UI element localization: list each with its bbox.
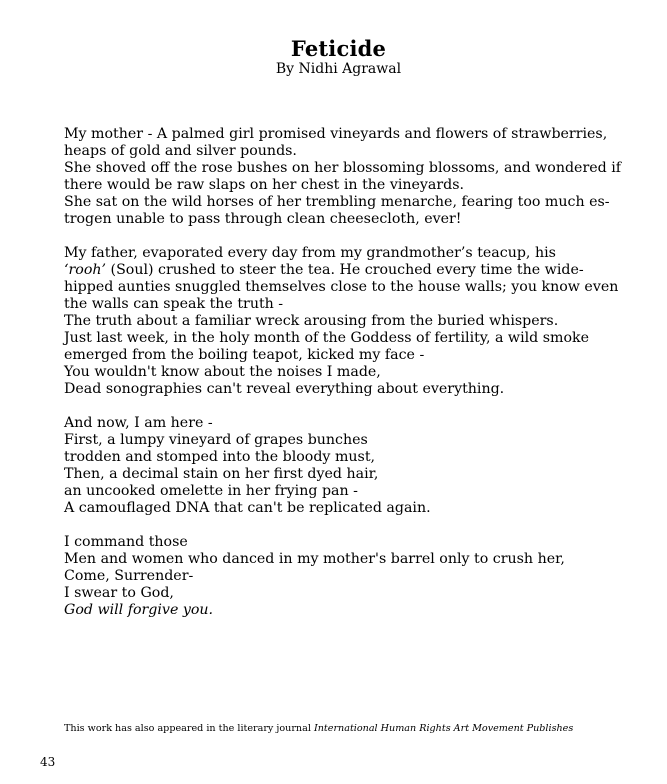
poem-body [64,126,624,636]
poem-line: Just last week, in the holy month of the Goddess of fertility, a wild smoke [64,330,590,346]
poem-line: trogen unable to pass through clean cheesecloth, ever! [64,211,462,227]
poem-line-final: God will forgive you. [64,602,214,618]
poem-line: heaps of gold and silver pounds. [64,143,297,159]
poem-line [64,262,624,279]
poem-line: Men and women who danced in my mother's barrel only to crush her, [64,551,565,567]
stanza-2 [64,245,624,398]
poem-title: Feticide [290,36,387,61]
poem-line: My mother - A palmed girl promised vineyards and flowers of strawberries, [64,126,608,142]
poem-line: The truth about a familiar wreck arousing from the buried whispers. [64,313,559,329]
poem-line: She sat on the wild horses of her trembling menarche, fearing too much es- [64,194,610,210]
stanza-3 [64,415,624,517]
page-number: 43 [40,755,56,769]
poem-line: I swear to God, [64,585,174,601]
poem-line: I command those [64,534,188,550]
poem-line: She shoved off the rose bushes on her blossoming blossoms, and wondered if [64,160,621,176]
poem-line: My father, evaporated every day from my grandmother’s teacup, his [64,245,556,261]
poem-line: Dead sonographies can't reveal everything about everything. [64,381,505,397]
poem-line: an uncooked omelette in her frying pan - [64,483,358,499]
poem-line: You wouldn't know about the noises I made, [64,364,381,380]
poem-line: And now, I am here - [64,415,213,431]
publication-note-prefix: This work has also appeared in the literary journal [64,723,314,734]
poem-line: A camouflaged DNA that can't be replicated again. [64,500,431,516]
poem-line: First, a lumpy vineyard of grapes bunches [64,432,368,448]
stanza-1 [64,126,624,228]
poem-line: Come, Surrender- [64,568,194,584]
poem-line-rest: (Soul) crushed to steer the tea. He crouched every time the wide- [106,262,584,278]
rooh-italic: ‘rooh’ [64,262,107,278]
stanza-4 [64,534,624,619]
publication-note [64,723,573,734]
poem-line: emerged from the boiling teapot, kicked my face - [64,347,425,363]
poem-line: the walls can speak the truth - [64,296,284,312]
poem-line: Then, a decimal stain on her first dyed hair, [64,466,379,482]
journal-name: International Human Rights Art Movement Publishes [313,723,574,734]
poem-byline: By Nidhi Agrawal [275,61,402,77]
poem-line: trodden and stomped into the bloody must, [64,449,376,465]
poem-line: hipped aunties snuggled themselves close to the house walls; you know even [64,279,619,295]
poem-line: there would be raw slaps on her chest in the vineyards. [64,177,465,193]
